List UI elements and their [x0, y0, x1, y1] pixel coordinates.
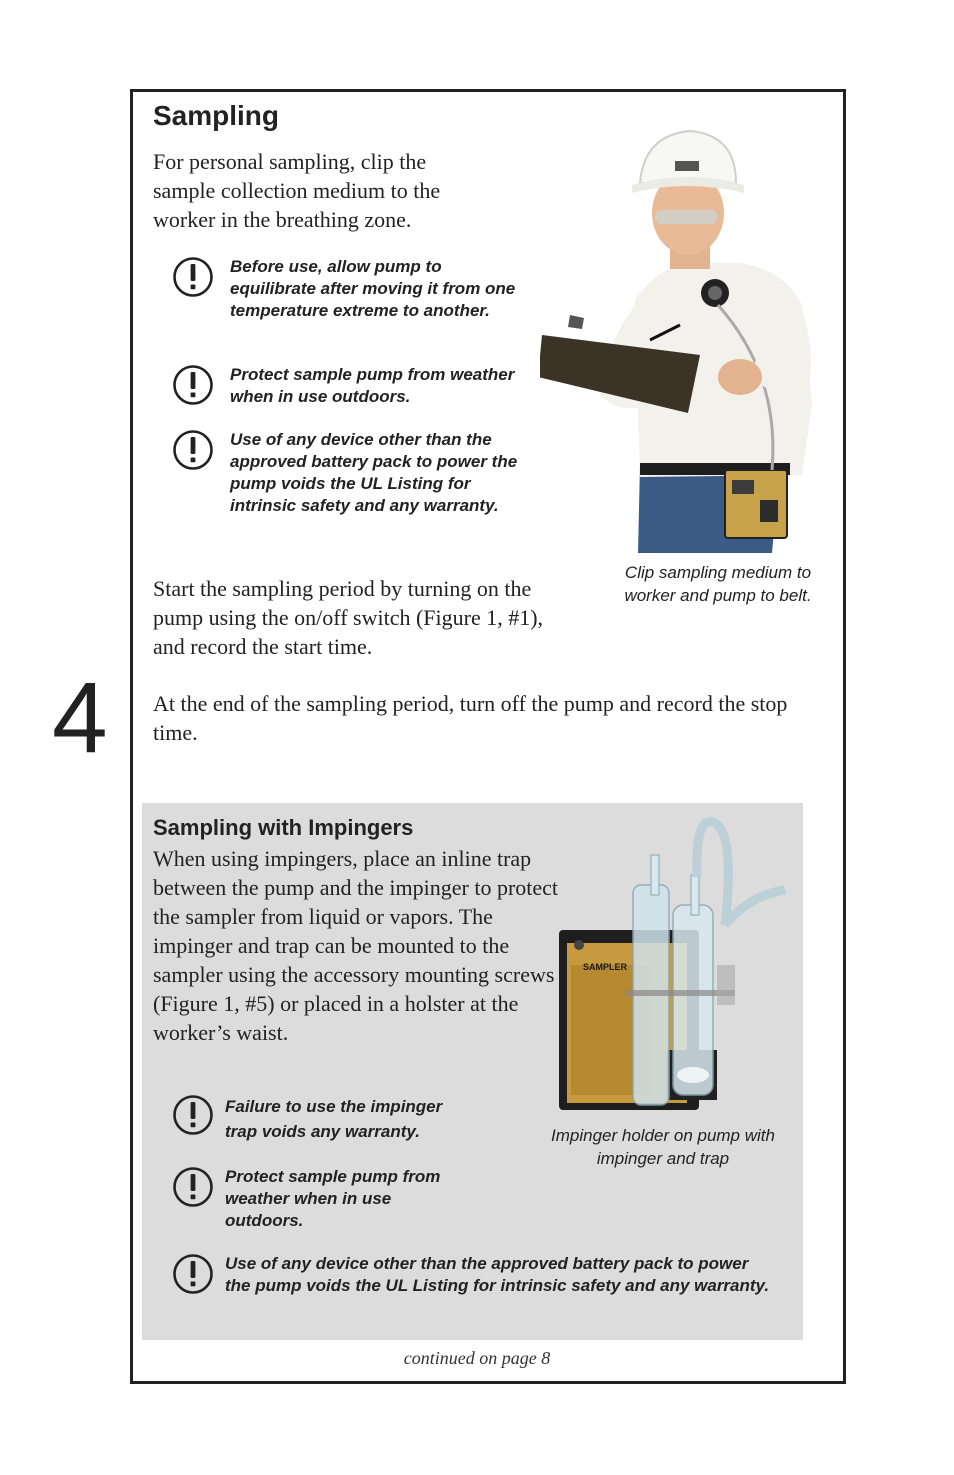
exclamation-circle-icon: [172, 364, 214, 406]
impinger-warning-1: [172, 1094, 532, 1149]
impinger-body: [153, 844, 571, 1047]
impinger-body-text: When using impingers, place an inline trap between the pump and the impinger to protect the sampler from liquid or vapors. The impinger and trap can be mounted to the sampler using the accessory mounting screws (Figure 1, #5) or placed in a holster at the worker’s waist.: [153, 846, 559, 1045]
page-number: 4: [52, 662, 108, 774]
sampler-label: SAMPLER: [583, 962, 628, 972]
impinger-photo: [555, 815, 795, 1115]
warning-3: [172, 429, 532, 549]
exclamation-circle-icon: [172, 1166, 214, 1208]
end-instructions: At the end of the sampling period, turn off the pump and record the stop time.: [153, 691, 788, 745]
section-title: Sampling: [153, 100, 280, 131]
impinger-warning-3: [172, 1253, 772, 1323]
warning-text: Failure to use the impinger trap voids any warranty.: [225, 1097, 443, 1141]
warning-1: [172, 256, 532, 346]
photo-caption: Clip sampling medium to worker and pump to belt.: [624, 563, 812, 605]
worker-photo: [540, 115, 830, 555]
warning-2: [172, 364, 532, 414]
warning-text: Before use, allow pump to equilibrate after moving it from one temperature extreme to another.: [230, 257, 516, 320]
warning-text: Protect sample pump from weather when in use outdoors.: [225, 1167, 441, 1230]
warning-text: Protect sample pump from weather when in use outdoors.: [230, 365, 515, 406]
exclamation-circle-icon: [172, 1253, 214, 1295]
warning-text: Use of any device other than the approved battery pack to power the pump voids the UL Listing for intrinsic safety and any warranty.: [225, 1254, 770, 1295]
impinger-title: Sampling with Impingers: [153, 815, 414, 840]
exclamation-circle-icon: [172, 1094, 214, 1136]
warning-text: Use of any device other than the approved battery pack to power the pump voids the UL Listing for intrinsic safety and any warranty.: [230, 430, 518, 515]
impinger-warning-2: [172, 1166, 532, 1236]
exclamation-circle-icon: [172, 429, 214, 471]
exclamation-circle-icon: [172, 256, 214, 298]
start-instructions: Start the sampling period by turning on the pump using the on/off switch (Figure 1, #1), and record the start time.: [153, 576, 544, 659]
sampling-intro: For personal sampling, clip the sample collection medium to the worker in the breathing zone.: [153, 149, 441, 232]
continued-note: continued on page 8: [403, 1348, 551, 1368]
impinger-caption: Impinger holder on pump with impinger and trap: [551, 1126, 775, 1168]
